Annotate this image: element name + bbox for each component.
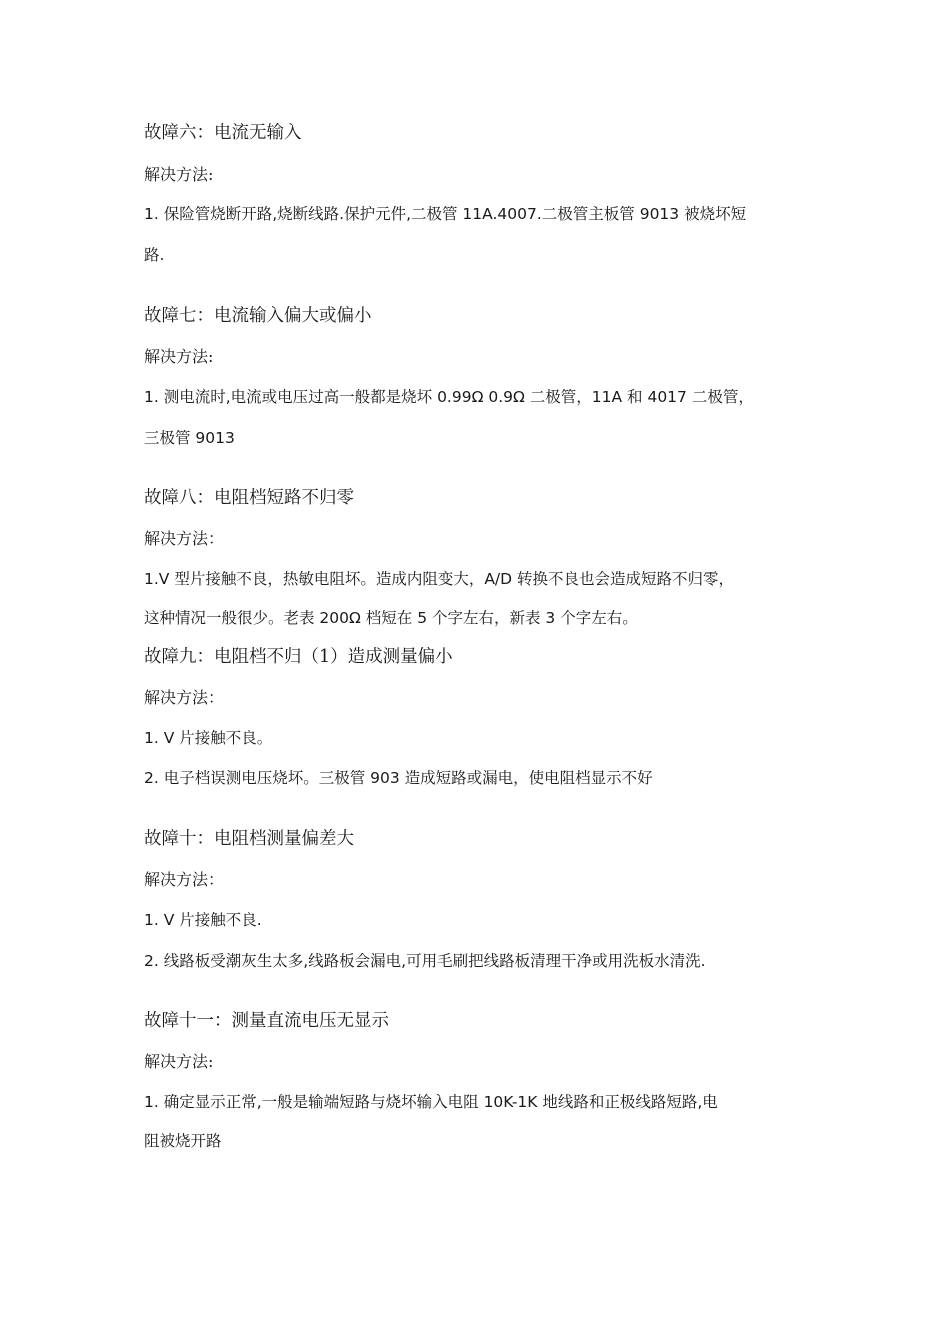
fault-8-solution-line-2: 这种情况一般很少。老表 200Ω 档短在 5 个字左右，新表 3 个字左右。: [144, 609, 638, 627]
fault-6-method-label: 解决方法:: [144, 165, 214, 184]
fault-7-title: 故障七：电流输入偏大或偏小: [144, 306, 372, 326]
fault-9-solution-line-1: 1. V 片接触不良。: [144, 729, 273, 747]
fault-11-method-label: 解决方法:: [144, 1052, 214, 1071]
fault-6-solution-line-1: 1. 保险管烧断开路,烧断线路.保护元件,二极管 11A.4007.二极管主板管 9013 被烧坏短: [144, 205, 747, 223]
fault-8-solution-line-1: 1.V 型片接触不良，热敏电阻坏。造成内阻变大，A/D 转换不良也会造成短路不归零，: [144, 570, 735, 588]
fault-10-title: 故障十：电阻档测量偏差大: [144, 829, 354, 849]
fault-6-solution-line-2: 路.: [144, 246, 165, 264]
fault-7-method-label: 解决方法:: [144, 347, 214, 366]
fault-7-solution-line-1: 1. 测电流时,电流或电压过高一般都是烧坏 0.99Ω 0.9Ω 二极管，11A 和 4017 二极管，: [144, 388, 754, 406]
fault-9-method-label: 解决方法：: [144, 688, 225, 707]
fault-6-title: 故障六：电流无输入: [144, 123, 302, 143]
fault-10-solution-line-1: 1. V 片接触不良.: [144, 911, 262, 929]
fault-7-solution-line-2: 三极管 9013: [144, 429, 235, 447]
fault-8-method-label: 解决方法：: [144, 529, 225, 548]
fault-8-title: 故障八：电阻档短路不归零: [144, 488, 354, 508]
fault-10-method-label: 解决方法：: [144, 870, 225, 889]
fault-11-title: 故障十一：测量直流电压无显示: [144, 1011, 389, 1031]
fault-10-solution-line-2: 2. 线路板受潮灰生太多,线路板会漏电,可用毛刷把线路板清理干净或用洗板水清洗.: [144, 952, 706, 970]
fault-9-title: 故障九：电阻档不归（1）造成测量偏小: [144, 647, 453, 667]
fault-9-solution-line-2: 2. 电子档误测电压烧坏。三极管 903 造成短路或漏电，使电阻档显示不好: [144, 769, 653, 787]
fault-11-solution-line-2: 阻被烧开路: [144, 1132, 222, 1150]
fault-11-solution-line-1: 1. 确定显示正常,一般是输端短路与烧坏输入电阻 10K-1K 地线路和正极线路短路,电: [144, 1093, 718, 1111]
